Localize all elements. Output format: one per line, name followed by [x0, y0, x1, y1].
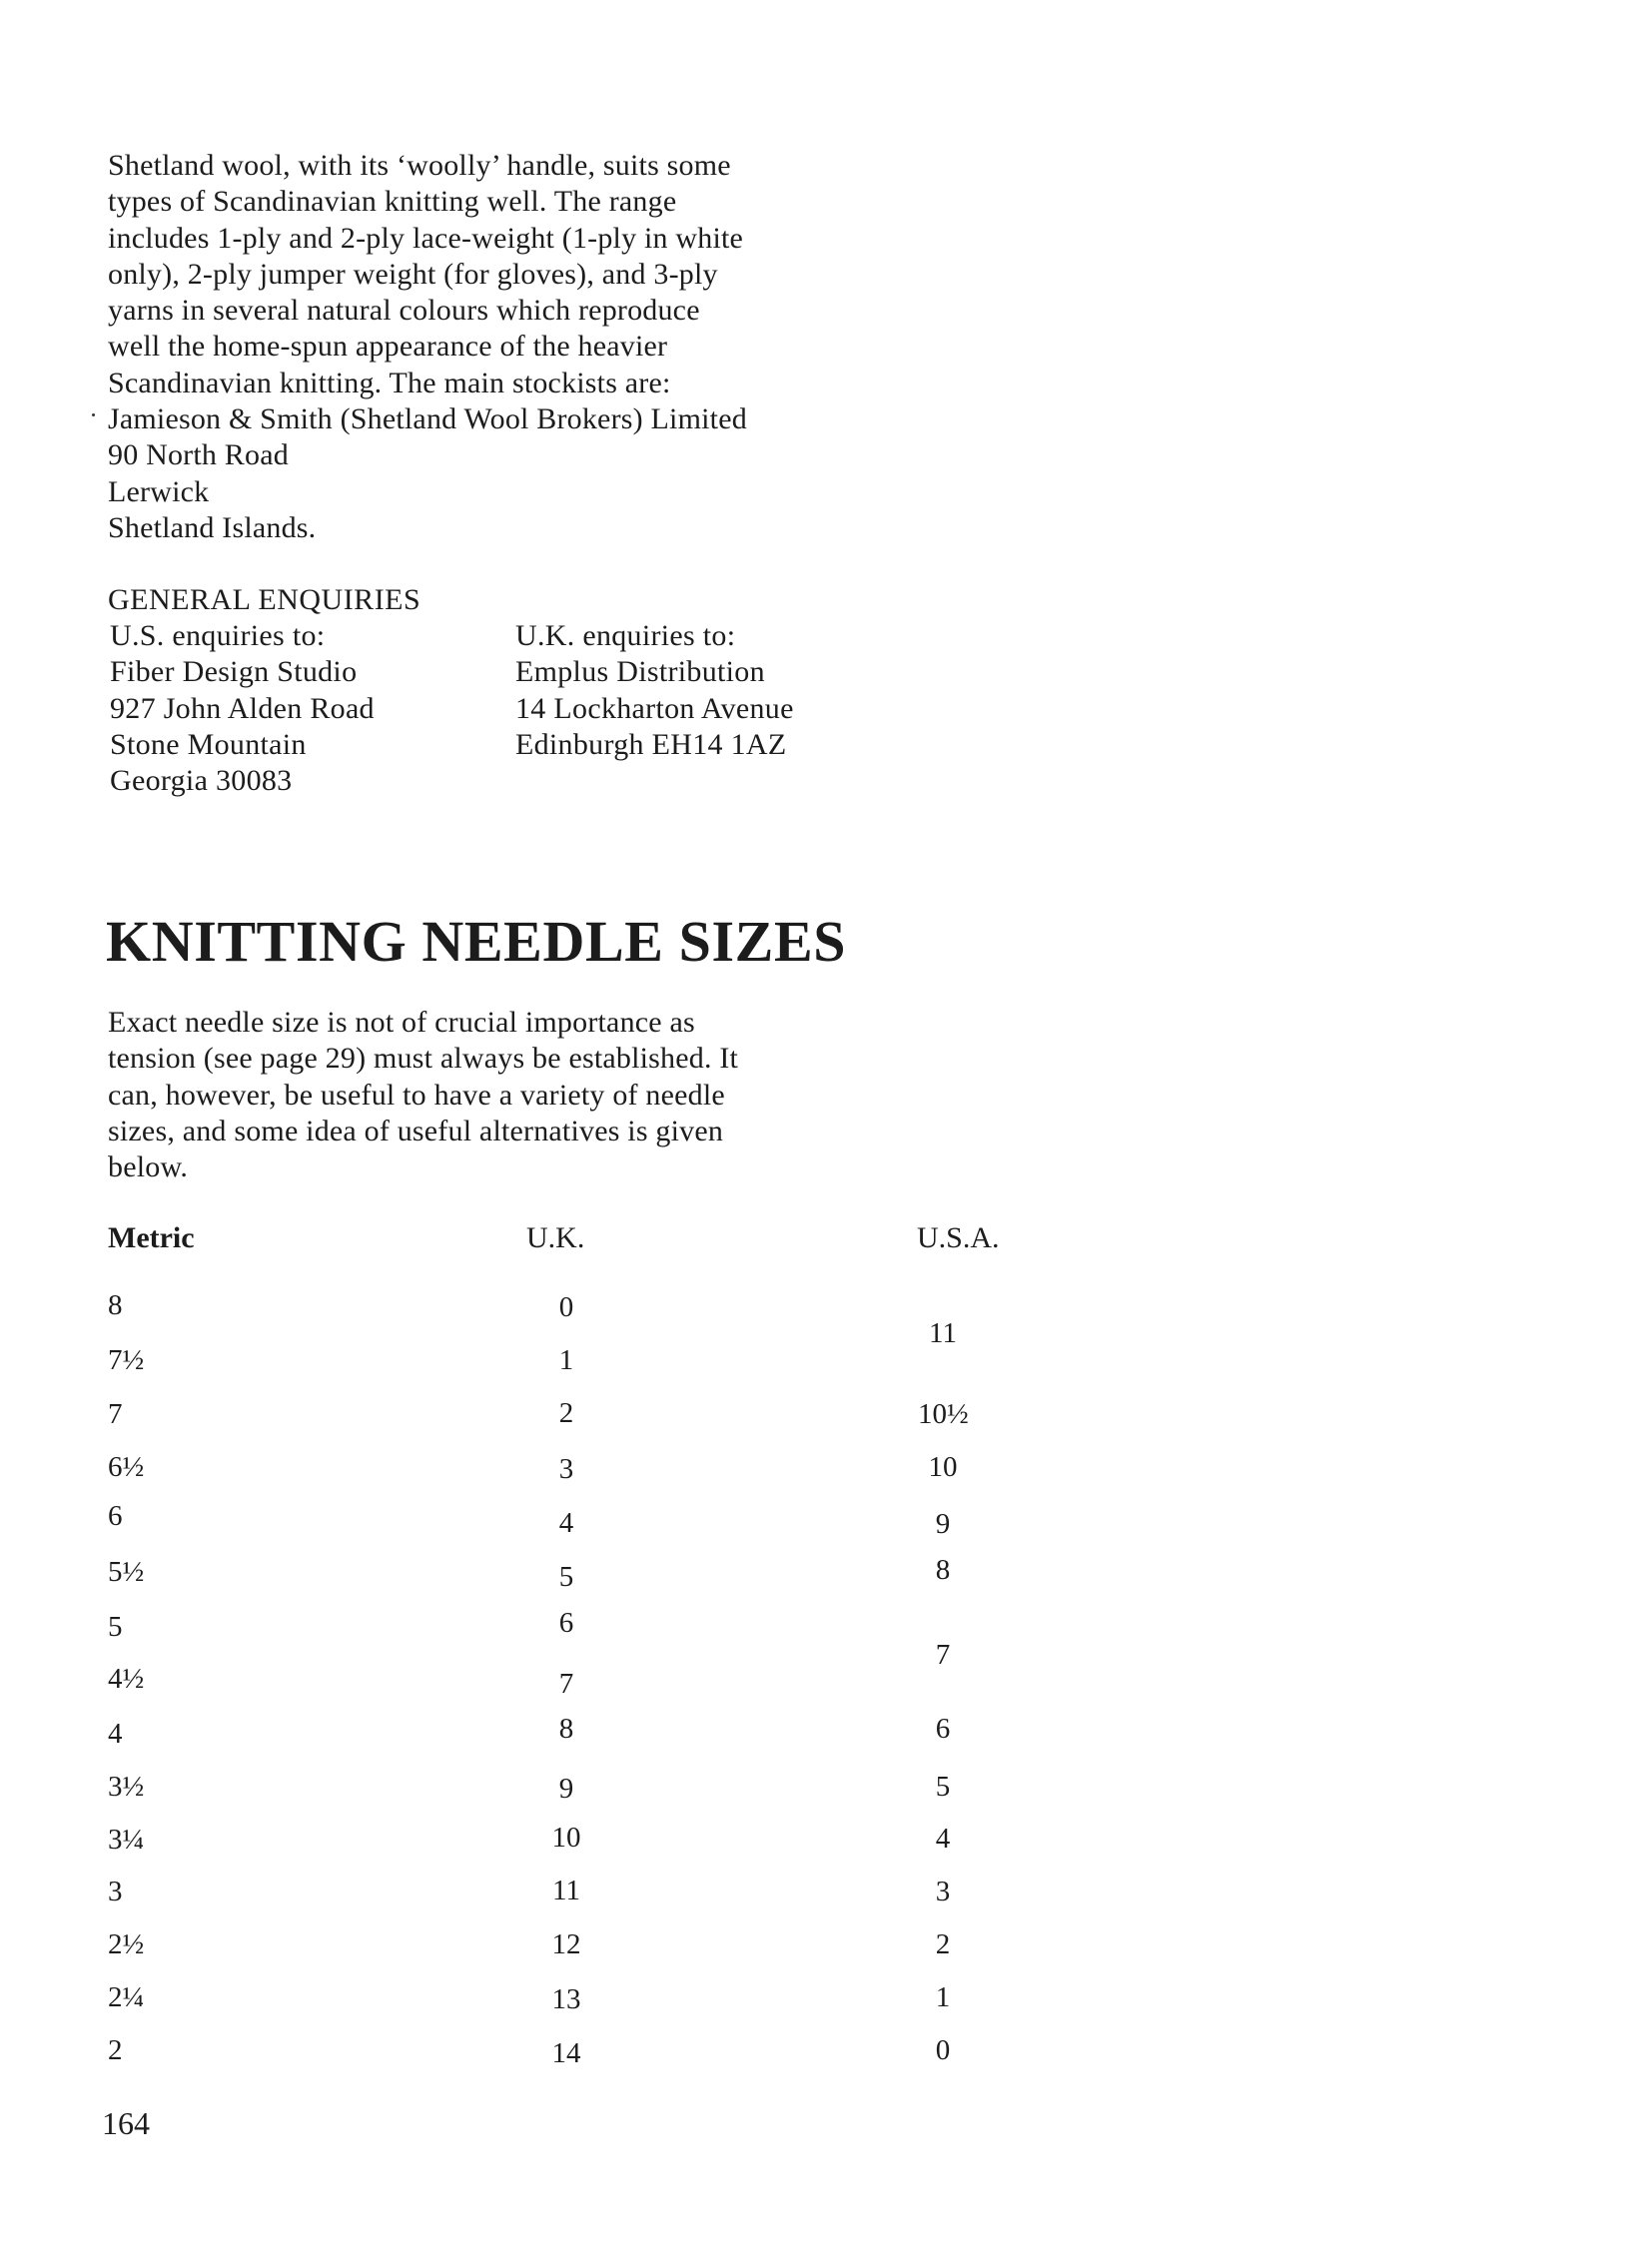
- address-line: Fiber Design Studio: [110, 655, 358, 689]
- uk-size-cell: 7: [558, 1668, 574, 1700]
- uk-size-cell: 2: [558, 1397, 574, 1429]
- metric-size-cell: 2: [108, 2034, 123, 2066]
- uk-size-cell: 10: [551, 1822, 581, 1854]
- stockist-town: Lerwick: [108, 474, 210, 508]
- metric-size-cell: 5½: [108, 1556, 145, 1588]
- usa-size-cell: 1: [935, 1981, 951, 2013]
- uk-size-cell: 5: [558, 1561, 574, 1593]
- usa-column-header: U.S.A.: [917, 1221, 1000, 1254]
- uk-column-header: U.K.: [526, 1221, 585, 1254]
- usa-size-cell: 4: [935, 1823, 951, 1855]
- uk-size-cell: 12: [551, 1928, 581, 1960]
- stockist-street: 90 North Road: [108, 438, 289, 472]
- usa-size-cell: 2: [935, 1928, 951, 1960]
- usa-size-cell: 7: [935, 1639, 951, 1671]
- uk-size-cell: 8: [558, 1713, 574, 1745]
- metric-size-cell: 2¼: [108, 1981, 145, 2013]
- address-line: U.S. enquiries to:: [110, 619, 326, 652]
- text-line: can, however, be useful to have a variety of needle: [108, 1078, 725, 1112]
- metric-size-cell: 7½: [108, 1344, 145, 1376]
- metric-size-cell: 6½: [108, 1451, 145, 1483]
- stray-dot-mark: [92, 413, 95, 416]
- metric-size-cell: 2½: [108, 1928, 145, 1960]
- metric-size-cell: 4: [108, 1718, 123, 1750]
- usa-size-cell: 9: [935, 1508, 951, 1540]
- address-line: U.K. enquiries to:: [515, 619, 736, 652]
- text-line: below.: [108, 1150, 189, 1184]
- uk-enquiries-address: [515, 618, 794, 763]
- page-number: 164: [102, 2105, 150, 2141]
- text-line: Shetland wool, with its ‘woolly’ handle, suits some: [108, 149, 731, 182]
- text-line: only), 2-ply jumper weight (for gloves), and 3-ply: [108, 257, 718, 291]
- metric-size-cell: 8: [108, 1289, 123, 1321]
- stockist-name: Jamieson & Smith (Shetland Wool Brokers) Limited: [108, 402, 747, 436]
- uk-size-cell: 4: [558, 1507, 574, 1539]
- usa-size-cell: 0: [935, 2034, 951, 2066]
- uk-size-cell: 9: [558, 1773, 574, 1805]
- metric-size-cell: 3½: [108, 1771, 145, 1803]
- usa-size-cell: 10½: [918, 1398, 969, 1430]
- uk-size-cell: 6: [558, 1607, 574, 1639]
- text-line: well the home-spun appearance of the heavier: [108, 330, 668, 364]
- text-line: yarns in several natural colours which reproduce: [108, 294, 700, 328]
- usa-size-cell: 6: [935, 1713, 951, 1745]
- general-enquiries-heading: GENERAL ENQUIRIES: [108, 583, 421, 616]
- text-line: tension (see page 29) must always be established. It: [108, 1042, 739, 1076]
- address-line: Edinburgh EH14 1AZ: [515, 727, 787, 761]
- uk-size-cell: 0: [558, 1291, 574, 1323]
- metric-size-cell: 3¼: [108, 1824, 145, 1856]
- metric-size-cell: 4½: [108, 1663, 145, 1695]
- address-line: 14 Lockharton Avenue: [515, 691, 794, 725]
- metric-size-cell: 6: [108, 1500, 123, 1532]
- knitting-needle-sizes-title: KNITTING NEEDLE SIZES: [106, 909, 847, 974]
- uk-size-cell: 3: [558, 1453, 574, 1485]
- metric-size-cell: 7: [108, 1398, 123, 1430]
- metric-size-cell: 3: [108, 1876, 123, 1907]
- text-line: types of Scandinavian knitting well. The range: [108, 185, 677, 219]
- address-line: Stone Mountain: [110, 727, 307, 761]
- text-line: Exact needle size is not of crucial importance as: [108, 1006, 695, 1039]
- text-line: includes 1-ply and 2-ply lace-weight (1-ply in white: [108, 221, 744, 255]
- address-line: 927 John Alden Road: [110, 691, 375, 725]
- metric-size-cell: 5: [108, 1611, 123, 1643]
- uk-size-cell: 1: [558, 1344, 574, 1376]
- uk-size-cell: 13: [551, 1983, 581, 2015]
- shetland-wool-paragraph: [108, 148, 747, 546]
- needle-size-paragraph: [108, 1005, 738, 1185]
- uk-size-cell: 14: [551, 2037, 581, 2069]
- us-enquiries-address: [110, 618, 375, 799]
- usa-size-cell: 10: [928, 1451, 958, 1483]
- address-line: Emplus Distribution: [515, 655, 765, 689]
- usa-size-cell: 3: [935, 1876, 951, 1907]
- usa-size-cell: 5: [935, 1771, 951, 1803]
- address-line: Georgia 30083: [110, 764, 293, 798]
- metric-column-header: Metric: [108, 1221, 195, 1254]
- uk-size-cell: 11: [552, 1875, 580, 1906]
- text-line: sizes, and some idea of useful alternatives is given: [108, 1114, 724, 1147]
- text-line: Scandinavian knitting. The main stockists are:: [108, 366, 671, 399]
- stockist-region: Shetland Islands.: [108, 510, 317, 544]
- usa-size-cell: 11: [929, 1317, 957, 1349]
- usa-size-cell: 8: [935, 1554, 951, 1586]
